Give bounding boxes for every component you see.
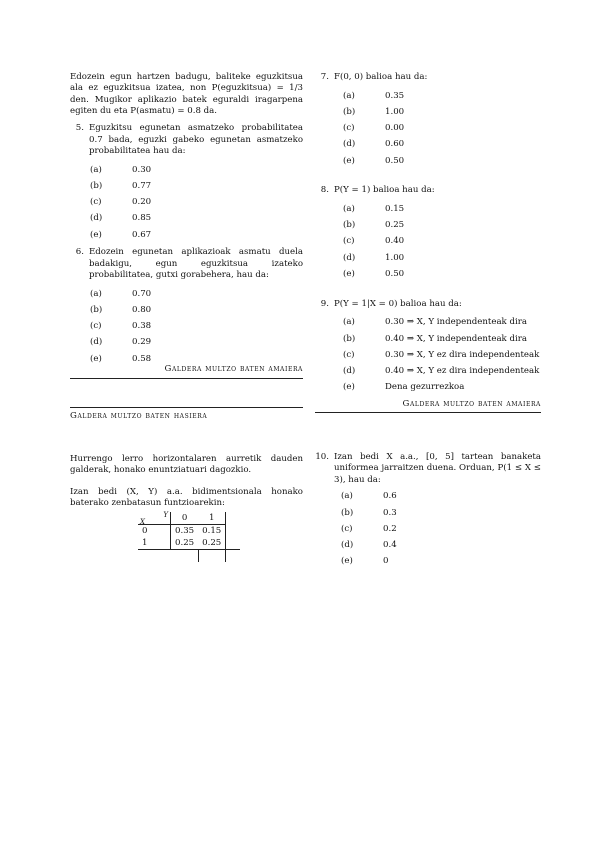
q7-options [343,88,541,169]
question-text: P(Y = 1|X = 0) balioa hau da: [334,298,462,309]
option[interactable]: (e) 0.50 [343,268,405,279]
block-end-label: Galdera multzo baten amaiera [315,399,541,413]
option[interactable]: (b) 0.80 [90,304,152,315]
question-text: Eguzkitsu egunetan asmatzeko probabilitatea 0.7 bada, eguzki gabeko egunetan asmatzeko probabilitatea hau da: [89,123,303,157]
right-bottom-block [315,452,541,570]
option[interactable]: (c) 0.20 [90,197,152,208]
question-text: Edozein egunetan aplikazioak asmatu duela badakigu, egun eguzkitsua izateko probabilitatea, gutxi gorabehera, hau da: [89,247,303,281]
option[interactable]: (a) 0.30 ⇒ X, Y independenteak dira [343,317,527,328]
q9-options [343,315,541,396]
option[interactable]: (d) 0.60 [343,139,405,150]
option[interactable]: (b) 0.40 ⇒ X, Y independenteak dira [343,333,527,344]
question-number: 8. [320,185,329,196]
question-number: 10. [315,452,329,462]
option[interactable]: (b) 0.3 [341,507,397,518]
question-6 [70,247,303,281]
option[interactable]: (d) 0.29 [90,337,152,348]
joint-distribution-table [138,512,240,562]
table-corner: Y X [138,512,171,525]
question-number: 6. [75,247,84,258]
option[interactable]: (d) 0.4 [341,540,397,551]
option[interactable]: (c) 0.38 [90,321,152,332]
question-8 [315,185,541,196]
option[interactable]: (c) 0.2 [341,523,397,534]
option[interactable]: (c) 0.30 ⇒ X, Y ez dira independenteak [343,349,540,360]
option[interactable]: (b) 0.25 [343,220,405,231]
block-start-label: Galdera multzo baten hasiera [70,407,303,422]
q6-options [90,286,303,367]
block-intro-text: Hurrengo lerro horizontalaren aurretik dauden galderak, honako enuntziatuari dagozkio. [70,454,303,476]
question-text: Izan bedi X a.a., [0, 5] tartean banaketa uniformea jarraitzen duena. Orduan, P(1 ≤ X ≤ 3), hau da: [334,452,541,485]
option[interactable]: (e) 0.50 [343,155,405,166]
question-number: 5. [75,123,84,134]
joint-intro-text: Izan bedi (X, Y) a.a. bidimentsionala honako baterako zenbatasun funtzioarekin: [70,486,303,509]
q10-options [341,489,541,570]
right-top-block [315,72,541,413]
option[interactable]: (c) 0.00 [343,123,405,134]
question-text: F(0, 0) balioa hau da: [334,72,428,82]
question-number: 9. [320,298,329,309]
question-5 [70,123,303,157]
option[interactable]: (a) 0.70 [90,288,152,299]
option[interactable]: (a) 0.30 [90,164,152,175]
left-top-block [70,72,303,379]
q5-options [90,162,303,243]
option[interactable]: (a) 0.15 [343,204,405,215]
option[interactable]: (d) 0.85 [90,213,152,224]
option[interactable]: (a) 0.35 [343,90,405,101]
table-row: 0 0.35 0.15 [138,525,240,538]
question-7 [315,72,541,83]
left-bottom-block [70,454,303,562]
option[interactable]: (b) 1.00 [343,106,405,117]
option[interactable]: (e) Dena gezurrezkoa [343,382,465,393]
block-end-label: Galdera multzo baten amaiera [70,364,303,378]
option[interactable]: (d) 0.40 ⇒ X, Y ez dira independenteak [343,365,540,376]
option[interactable]: (a) 0.6 [341,491,397,502]
option[interactable]: (b) 0.77 [90,181,152,192]
option[interactable]: (d) 1.00 [343,252,405,263]
option[interactable]: (e) 0.67 [90,229,152,240]
q8-options [343,202,541,283]
question-number: 7. [320,72,329,82]
question-text: P(Y = 1) balioa hau da: [334,185,435,196]
option[interactable]: (c) 0.40 [343,236,405,247]
option[interactable]: (e) 0 [341,556,389,567]
option[interactable]: (e) 0.58 [90,353,152,364]
col-header: 0 [171,512,199,525]
col-header: 1 [198,512,226,525]
question-10 [315,452,541,486]
intro-text: Edozein egun hartzen badugu, baliteke eguzkitsua ala ez eguzkitsua izatea, non P(eguzkitsua) = 1/3 den. Mugikor aplikazio batek eguraldi iragarpena egiten du eta P(asmatu) = 0.8 da. [70,72,303,117]
question-9 [315,299,541,310]
table-row: 1 0.25 0.25 [138,537,240,550]
